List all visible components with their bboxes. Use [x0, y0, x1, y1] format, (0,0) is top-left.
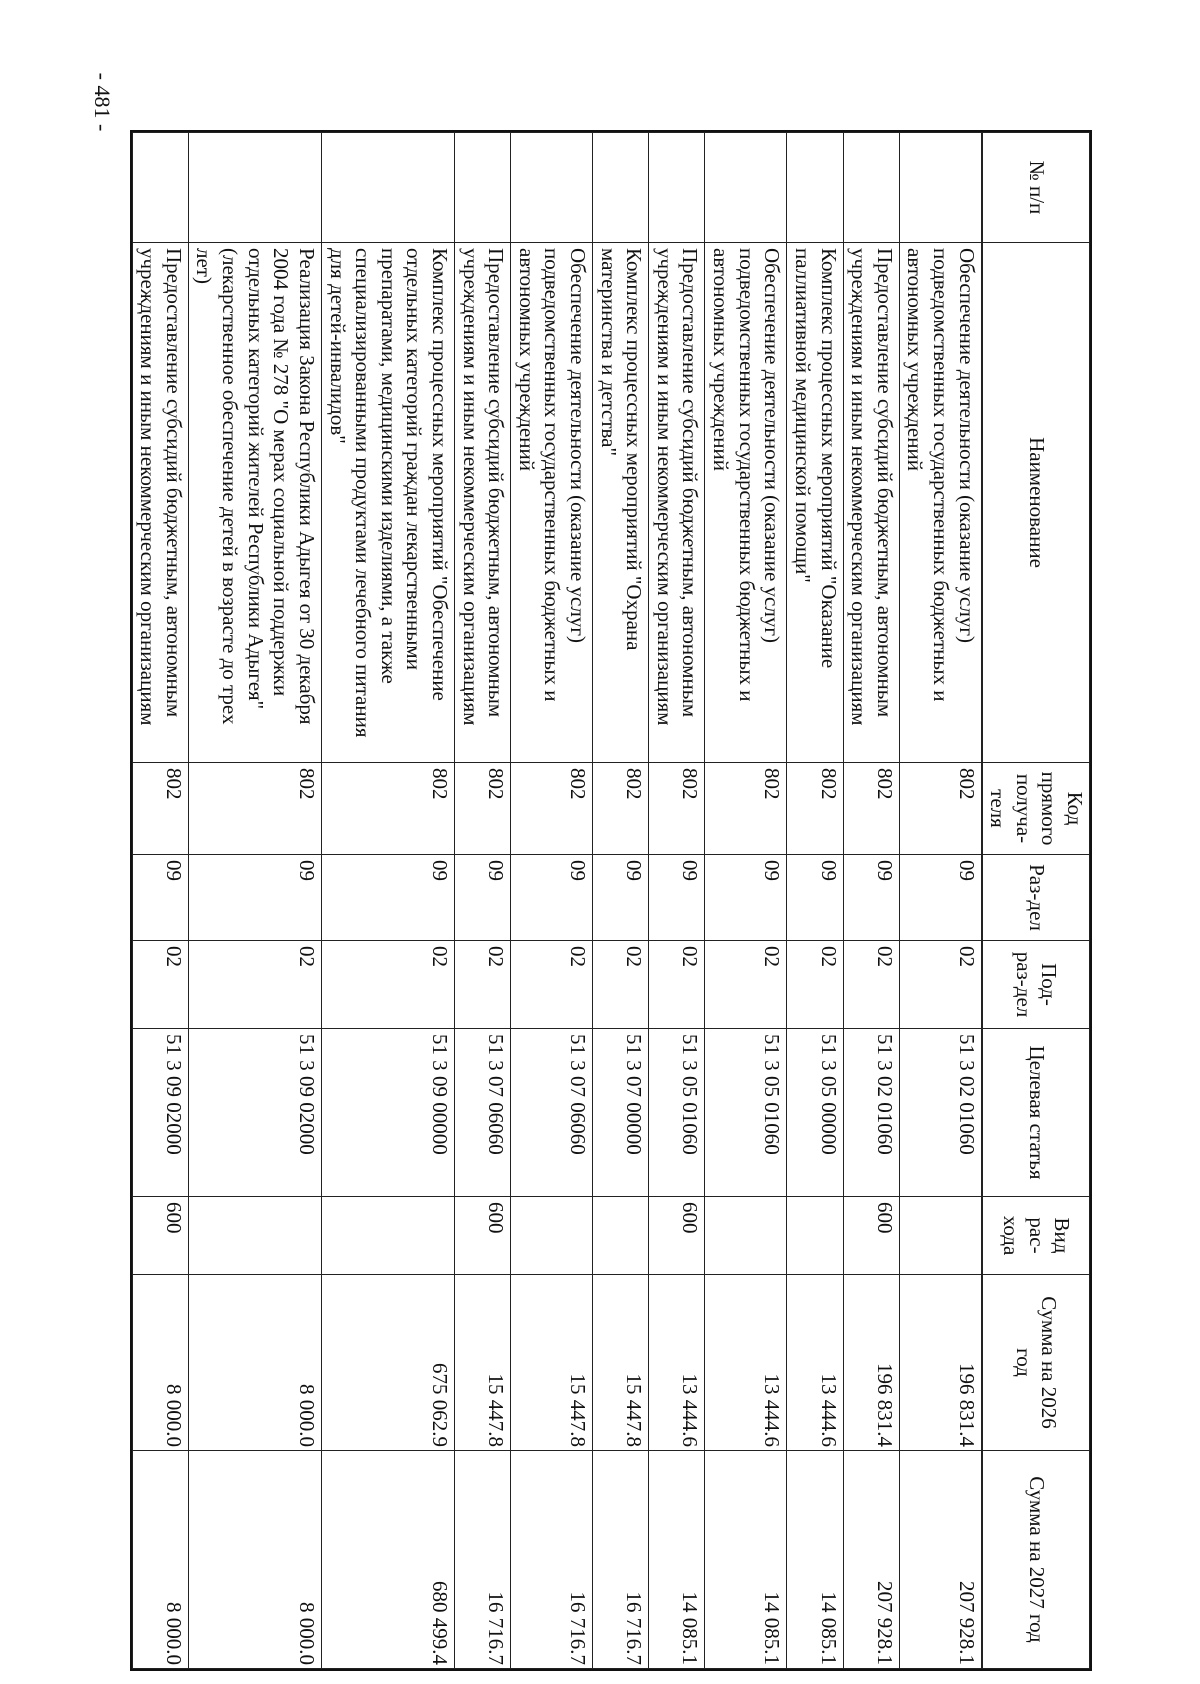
row-subsection-cell: 02 — [705, 941, 787, 1029]
row-sum-2026-cell: 8 000.0 — [188, 1275, 321, 1451]
header-section: Раз-дел — [982, 855, 1090, 941]
row-section-cell: 09 — [454, 855, 510, 941]
row-subsection-cell: 02 — [321, 941, 454, 1029]
row-name-cell: Реализация Закона Республики Адыгея от 30 декабря 2004 года № 278 "О мерах социальной поддержки отдельных категорий жителей Республики Адыгея" (лекарственное обеспечение детей в возрасте до трех лет) — [188, 243, 321, 763]
header-sum-2026: Сумма на 2026 год — [982, 1275, 1090, 1451]
row-sum-2026-cell: 13 444.6 — [705, 1275, 787, 1451]
row-subsection-cell: 02 — [132, 941, 188, 1029]
row-recipient-code-cell: 802 — [593, 763, 649, 855]
row-section-cell: 09 — [511, 855, 593, 941]
row-subsection-cell: 02 — [843, 941, 899, 1029]
table-row — [454, 133, 510, 1669]
row-section-cell: 09 — [899, 855, 981, 941]
row-subsection-cell: 02 — [454, 941, 510, 1029]
row-target-article-cell: 51 3 09 02000 — [132, 1029, 188, 1197]
row-num-cell — [787, 133, 843, 243]
row-sum-2026-cell: 196 831.4 — [843, 1275, 899, 1451]
row-name-cell: Предоставление субсидий бюджетным, автономным учреждениям и иным некоммерческим организациям — [454, 243, 510, 763]
row-subsection-cell: 02 — [787, 941, 843, 1029]
row-sum-2026-cell: 15 447.8 — [511, 1275, 593, 1451]
table-row — [321, 133, 454, 1669]
table-row — [649, 133, 705, 1669]
table-row — [787, 133, 843, 1669]
row-sum-2027-cell: 680 499.4 — [321, 1451, 454, 1669]
row-name-cell: Предоставление субсидий бюджетным, автономным учреждениям и иным некоммерческим организациям — [843, 243, 899, 763]
row-sum-2027-cell: 8 000.0 — [188, 1451, 321, 1669]
header-sum-2027: Сумма на 2027 год — [982, 1451, 1090, 1669]
page-number: - 481 - — [90, 72, 115, 132]
row-sum-2027-cell: 16 716.7 — [593, 1451, 649, 1669]
row-section-cell: 09 — [188, 855, 321, 941]
table-row — [899, 133, 981, 1669]
row-expense-type-cell — [787, 1197, 843, 1275]
row-recipient-code-cell: 802 — [899, 763, 981, 855]
row-subsection-cell: 02 — [188, 941, 321, 1029]
row-expense-type-cell — [321, 1197, 454, 1275]
row-target-article-cell: 51 3 07 00000 — [593, 1029, 649, 1197]
table-row — [843, 133, 899, 1669]
header-num: № п/п — [982, 133, 1090, 243]
row-expense-type-cell: 600 — [454, 1197, 510, 1275]
table-row — [511, 133, 593, 1669]
table-header-row — [982, 133, 1090, 1669]
row-recipient-code-cell: 802 — [843, 763, 899, 855]
row-expense-type-cell — [511, 1197, 593, 1275]
row-sum-2026-cell: 15 447.8 — [454, 1275, 510, 1451]
row-target-article-cell: 51 3 02 01060 — [843, 1029, 899, 1197]
row-recipient-code-cell: 802 — [705, 763, 787, 855]
row-subsection-cell: 02 — [511, 941, 593, 1029]
row-num-cell — [511, 133, 593, 243]
row-name-cell: Комплекс процессных мероприятий "Оказание паллиативной медицинской помощи" — [787, 243, 843, 763]
header-recipient-code: Код прямого получа-теля — [982, 763, 1090, 855]
row-sum-2027-cell: 207 928.1 — [843, 1451, 899, 1669]
row-expense-type-cell — [705, 1197, 787, 1275]
row-sum-2026-cell: 15 447.8 — [593, 1275, 649, 1451]
rotated-content — [90, 72, 1090, 1668]
row-sum-2027-cell: 8 000.0 — [132, 1451, 188, 1669]
row-sum-2027-cell: 14 085.1 — [787, 1451, 843, 1669]
row-num-cell — [188, 133, 321, 243]
row-recipient-code-cell: 802 — [132, 763, 188, 855]
budget-table — [132, 132, 1090, 1669]
row-num-cell — [843, 133, 899, 243]
row-sum-2027-cell: 14 085.1 — [649, 1451, 705, 1669]
row-num-cell — [132, 133, 188, 243]
row-target-article-cell: 51 3 07 06060 — [511, 1029, 593, 1197]
row-expense-type-cell: 600 — [843, 1197, 899, 1275]
row-name-cell: Предоставление субсидий бюджетным, автономным учреждениям и иным некоммерческим организациям — [132, 243, 188, 763]
row-num-cell — [321, 133, 454, 243]
row-sum-2027-cell: 207 928.1 — [899, 1451, 981, 1669]
table-row — [705, 133, 787, 1669]
row-name-cell: Комплекс процессных мероприятий "Охрана материнства и детства" — [593, 243, 649, 763]
row-target-article-cell: 51 3 05 00000 — [787, 1029, 843, 1197]
row-sum-2027-cell: 16 716.7 — [511, 1451, 593, 1669]
row-section-cell: 09 — [843, 855, 899, 941]
row-sum-2027-cell: 16 716.7 — [454, 1451, 510, 1669]
row-num-cell — [454, 133, 510, 243]
table-row — [188, 133, 321, 1669]
row-sum-2026-cell: 8 000.0 — [132, 1275, 188, 1451]
header-expense-type: Вид рас-хода — [982, 1197, 1090, 1275]
row-target-article-cell: 51 3 05 01060 — [649, 1029, 705, 1197]
row-recipient-code-cell: 802 — [649, 763, 705, 855]
row-recipient-code-cell: 802 — [787, 763, 843, 855]
row-recipient-code-cell: 802 — [321, 763, 454, 855]
row-sum-2026-cell: 675 062.9 — [321, 1275, 454, 1451]
row-target-article-cell: 51 3 09 00000 — [321, 1029, 454, 1197]
row-expense-type-cell — [188, 1197, 321, 1275]
row-section-cell: 09 — [705, 855, 787, 941]
row-name-cell: Обеспечение деятельности (оказание услуг) подведомственных государственных бюджетных и автономных учреждений — [511, 243, 593, 763]
row-expense-type-cell: 600 — [132, 1197, 188, 1275]
row-target-article-cell: 51 3 09 02000 — [188, 1029, 321, 1197]
row-target-article-cell: 51 3 02 01060 — [899, 1029, 981, 1197]
row-num-cell — [705, 133, 787, 243]
row-expense-type-cell: 600 — [649, 1197, 705, 1275]
row-subsection-cell: 02 — [593, 941, 649, 1029]
header-subsection: Под-раз-дел — [982, 941, 1090, 1029]
row-section-cell: 09 — [321, 855, 454, 941]
row-expense-type-cell — [899, 1197, 981, 1275]
row-subsection-cell: 02 — [649, 941, 705, 1029]
row-subsection-cell: 02 — [899, 941, 981, 1029]
row-sum-2026-cell: 13 444.6 — [649, 1275, 705, 1451]
row-target-article-cell: 51 3 05 01060 — [705, 1029, 787, 1197]
row-expense-type-cell — [593, 1197, 649, 1275]
row-section-cell: 09 — [787, 855, 843, 941]
row-name-cell: Обеспечение деятельности (оказание услуг) подведомственных государственных бюджетных и автономных учреждений — [899, 243, 981, 763]
row-target-article-cell: 51 3 07 06060 — [454, 1029, 510, 1197]
row-section-cell: 09 — [132, 855, 188, 941]
header-name: Наименование — [982, 243, 1090, 763]
row-name-cell: Предоставление субсидий бюджетным, автономным учреждениям и иным некоммерческим организациям — [649, 243, 705, 763]
row-num-cell — [593, 133, 649, 243]
row-num-cell — [649, 133, 705, 243]
row-section-cell: 09 — [649, 855, 705, 941]
row-sum-2026-cell: 13 444.6 — [787, 1275, 843, 1451]
table-row — [593, 133, 649, 1669]
row-section-cell: 09 — [593, 855, 649, 941]
row-recipient-code-cell: 802 — [188, 763, 321, 855]
row-name-cell: Комплекс процессных мероприятий "Обеспечение отдельных категорий граждан лекарственными препаратами, медицинскими изделиями, а также специализированными продуктами лечебного питания для детей-инвалидов" — [321, 243, 454, 763]
row-sum-2027-cell: 14 085.1 — [705, 1451, 787, 1669]
row-recipient-code-cell: 802 — [454, 763, 510, 855]
row-sum-2026-cell: 196 831.4 — [899, 1275, 981, 1451]
row-name-cell: Обеспечение деятельности (оказание услуг) подведомственных государственных бюджетных и автономных учреждений — [705, 243, 787, 763]
row-recipient-code-cell: 802 — [511, 763, 593, 855]
row-num-cell — [899, 133, 981, 243]
header-target-article: Целевая статья — [982, 1029, 1090, 1197]
table-row — [132, 133, 188, 1669]
